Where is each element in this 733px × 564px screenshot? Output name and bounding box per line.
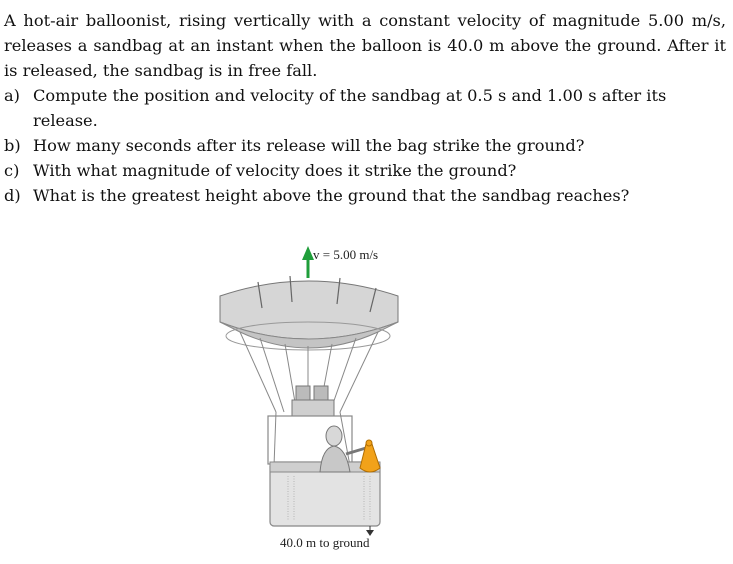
balloon-figure — [200, 236, 420, 560]
part-label: c) — [4, 161, 20, 180]
velocity-label: v = 5.00 m/s — [313, 247, 379, 262]
part-label: b) — [4, 136, 21, 155]
part-question: Compute the position and velocity of the sandbag at 0.5 s and 1.00 s after its release. — [33, 86, 667, 130]
part-question: What is the greatest height above the ground that the sandbag reaches? — [33, 186, 630, 205]
part-label: a) — [4, 86, 20, 105]
part-c — [4, 158, 726, 183]
part-a — [4, 83, 726, 133]
problem-text — [4, 8, 726, 208]
part-b — [4, 133, 726, 158]
ground-distance-label: 40.0 m to ground — [280, 535, 370, 550]
part-question: How many seconds after its release will the bag strike the ground? — [33, 136, 585, 155]
sandbag-icon — [360, 440, 380, 472]
part-question: With what magnitude of velocity does it strike the ground? — [33, 161, 517, 180]
part-label: d) — [4, 186, 21, 205]
balloon-illustration — [200, 236, 420, 560]
part-d — [4, 183, 726, 208]
problem-intro: A hot-air balloonist, rising vertically with a constant velocity of magnitude 5.00 m/s, releases a sandbag at an instant when the balloon is 40.0 m above the ground. After it is released, the sandbag is in free fall. — [4, 11, 726, 80]
balloon-envelope — [220, 276, 398, 350]
burner — [292, 386, 334, 416]
